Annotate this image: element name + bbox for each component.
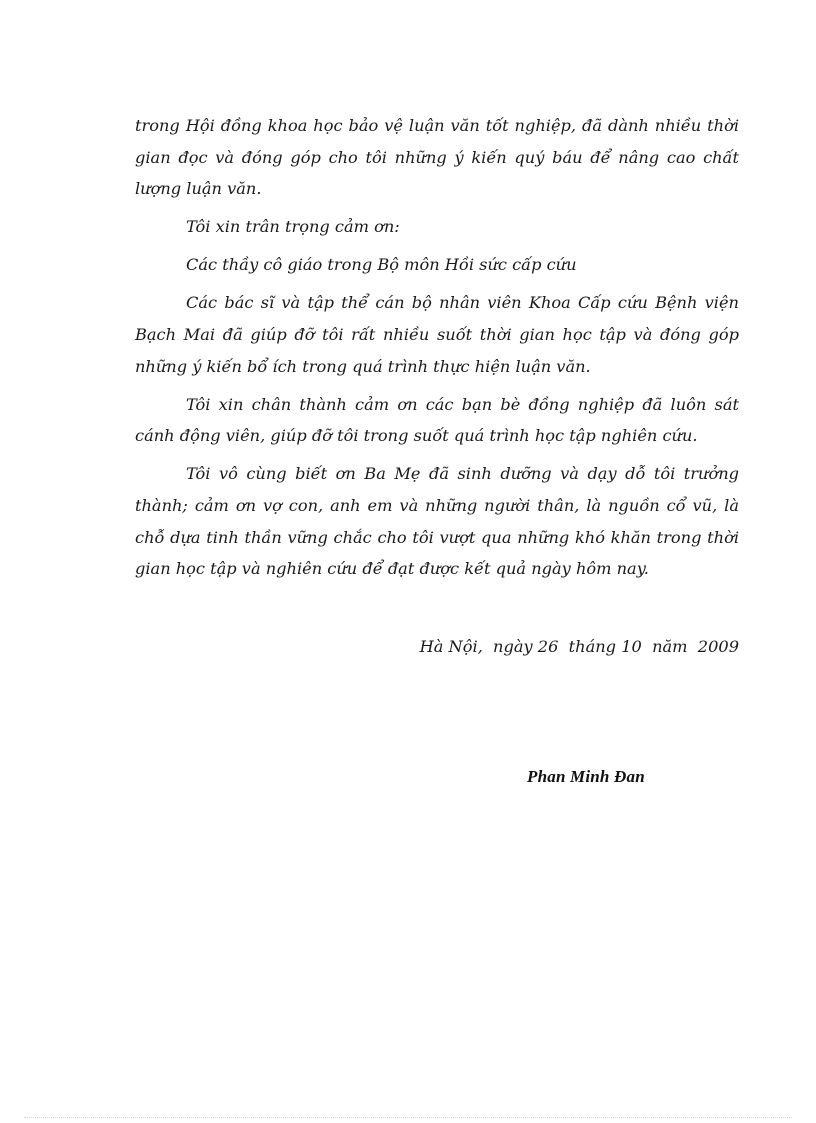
paragraph-colleagues: Tôi xin chân thành cảm ơn các bạn bè đồng nghiệp đã luôn sát cánh động viên, giúp đỡ tôi trong suốt quá trình học tập nghiên cứu. <box>135 394 739 446</box>
paragraph-doctors-staff: Các bác sĩ và tập thể cán bộ nhân viên Khoa Cấp cứu Bệnh viện Bạch Mai đã giúp đỡ tôi rất nhiều suốt thời gian học tập và đóng góp những ý kiến bổ ích trong quá trình thực hiện luận văn. <box>135 293 739 376</box>
paragraph-thanks-intro: Tôi xin trân trọng cảm ơn: <box>186 217 400 237</box>
page-bottom-divider <box>24 1117 792 1118</box>
paragraph-committee: trong Hội đồng khoa học bảo vệ luận văn tốt nghiệp, đã dành nhiều thời gian đọc và đóng góp cho tôi những ý kiến quý báu để nâng cao chất lượng luận văn. <box>135 116 739 199</box>
place-date-line: Hà Nội, ngày 26 tháng 10 năm 2009 <box>419 637 739 656</box>
author-signature: Phan Minh Đan <box>527 767 645 786</box>
paragraph-teachers: Các thầy cô giáo trong Bộ môn Hồi sức cấp cứu <box>186 255 577 275</box>
paragraph-family: Tôi vô cùng biết ơn Ba Mẹ đã sinh dưỡng và dạy dỗ tôi trưởng thành; cảm ơn vợ con, anh em và những người thân, là nguồn cổ vũ, là chỗ dựa tinh thần vững chắc cho tôi vượt qua những khó khăn trong thời gian học tập và nghiên cứu để đạt được kết quả ngày hôm nay. <box>135 464 739 579</box>
acknowledgement-body <box>135 110 739 591</box>
